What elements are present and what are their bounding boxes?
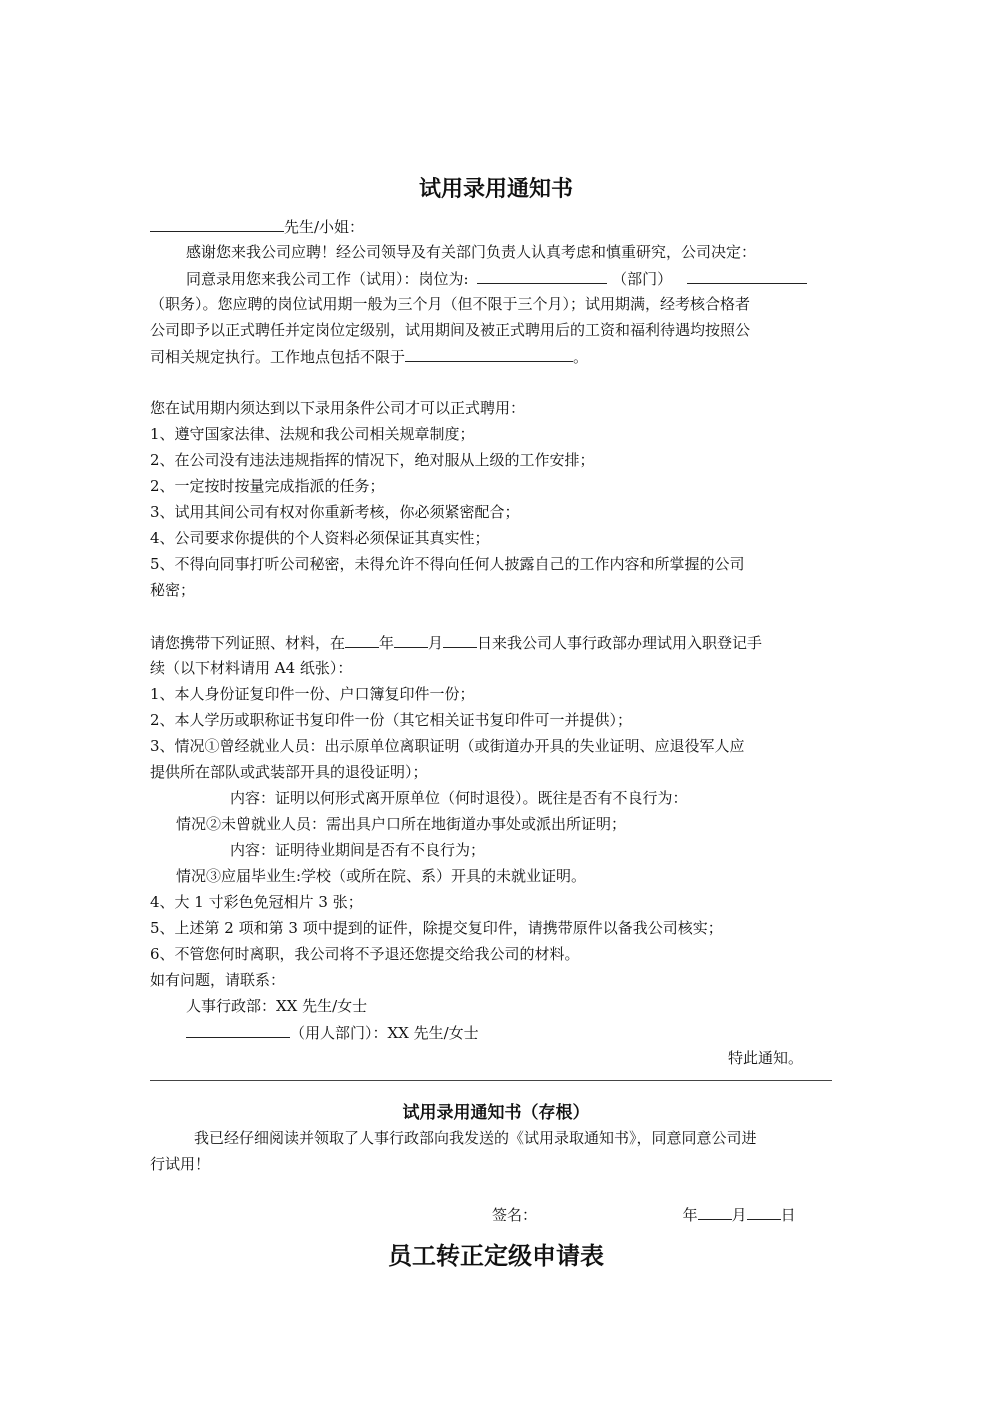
condition-item: 4、公司要求你提供的个人资料必须保证其真实性； bbox=[150, 529, 490, 547]
position-blank bbox=[477, 268, 607, 284]
condition-item: 3、试用其间公司有权对你重新考核，你必须紧密配合； bbox=[150, 503, 520, 521]
material-item: 1、本人身份证复印件一份、户口簿复印件一份； bbox=[150, 685, 475, 703]
material-item: 提供所在部队或武装部开具的退役证明）； bbox=[150, 763, 428, 781]
material-item: 3、情况①曾经就业人员：出示原单位离职证明（或街道办开具的失业证明、应退役军人应 bbox=[150, 737, 745, 755]
contact-intro: 如有问题，请联系： bbox=[150, 971, 286, 989]
materials-intro-line bbox=[150, 632, 850, 653]
condition-item: 秘密； bbox=[150, 581, 196, 599]
year-blank bbox=[345, 632, 379, 648]
stub-line-2: 行试用！ bbox=[150, 1155, 211, 1173]
cut-divider bbox=[150, 1080, 832, 1081]
sign-label: 签名： bbox=[492, 1206, 538, 1224]
department-label: （部门） bbox=[612, 270, 673, 288]
document-title: 试用录用通知书 bbox=[418, 176, 573, 202]
duty-line: （职务）。您应聘的岗位试用期一般为三个月（但不限于三个月）；试用期满，经考核合格者 bbox=[150, 295, 751, 313]
duty-blank bbox=[687, 268, 807, 284]
material-item: 内容：证明待业期间是否有不良行为； bbox=[230, 841, 486, 859]
date-year: 年 bbox=[682, 1206, 698, 1224]
condition-item: 1、遵守国家法律、法规和我公司相关规章制度； bbox=[150, 425, 475, 443]
body-line-2: 公司即予以正式聘任并定岗位定级别，试用期间及被正式聘用后的工资和福利待遇均按照公 bbox=[150, 321, 751, 339]
contact-hr: 人事行政部：XX 先生/女士 bbox=[186, 997, 368, 1015]
materials-intro-a: 请您携带下列证照、材料，在 bbox=[150, 634, 346, 652]
condition-item: 2、在公司没有违法违规指挥的情况下，绝对服从上级的工作安排； bbox=[150, 451, 595, 469]
materials-month: 月 bbox=[428, 634, 444, 652]
material-item: 内容：证明以何形式离开原单位（何时退役）。既往是否有不良行为： bbox=[230, 789, 688, 807]
position-prefix: 同意录用您来我公司工作（试用）：岗位为: bbox=[186, 270, 469, 288]
materials-year: 年 bbox=[379, 634, 395, 652]
date-day: 日 bbox=[780, 1206, 796, 1224]
intro-line: 感谢您来我公司应聘！经公司领导及有关部门负责人认真考虑和慎重研究，公司决定： bbox=[186, 243, 757, 261]
month-blank bbox=[394, 632, 428, 648]
workplace-line bbox=[150, 346, 850, 367]
name-blank bbox=[150, 216, 284, 232]
condition-item: 5、不得向同事打听公司秘密，未得允许不得向任何人披露自己的工作内容和所掌握的公司 bbox=[150, 555, 745, 573]
day-blank bbox=[443, 632, 477, 648]
material-item: 5、上述第 2 项和第 3 项中提到的证件，除提交复印件，请携带原件以备我公司核实； bbox=[150, 919, 723, 937]
materials-intro-b: 日来我公司人事行政部办理试用入职登记手 bbox=[477, 634, 763, 652]
material-item: 6、不管您何时离职，我公司将不予退还您提交给我公司的材料。 bbox=[150, 945, 580, 963]
sign-day-blank bbox=[747, 1204, 781, 1220]
materials-intro-c: 续（以下材料请用 A4 纸张）： bbox=[150, 659, 353, 677]
material-item: 2、本人学历或职称证书复印件一份（其它相关证书复印件可一并提供）； bbox=[150, 711, 633, 729]
contact-dept-line bbox=[186, 1022, 886, 1043]
workplace-blank bbox=[405, 346, 573, 362]
workplace-suffix: 。 bbox=[573, 348, 589, 366]
sign-month-blank bbox=[698, 1204, 732, 1220]
material-item: 情况②未曾就业人员：需出具户口所在地街道办事处或派出所证明； bbox=[176, 815, 627, 833]
stub-line-1: 我已经仔细阅读并领取了人事行政部向我发送的《试用录取通知书》，同意同意公司进 bbox=[194, 1129, 757, 1147]
salutation: 先生/小姐： bbox=[284, 218, 365, 236]
signature-line bbox=[492, 1204, 832, 1225]
condition-item: 2、一定按时按量完成指派的任务； bbox=[150, 477, 385, 495]
next-section-title: 员工转正定级申请表 bbox=[388, 1241, 604, 1270]
notice-end: 特此通知。 bbox=[728, 1049, 804, 1067]
date-month: 月 bbox=[731, 1206, 747, 1224]
position-line bbox=[186, 268, 886, 289]
material-item: 情况③应届毕业生:学校（或所在院、系）开具的未就业证明。 bbox=[176, 867, 587, 885]
salutation-line bbox=[150, 216, 850, 237]
material-item: 4、大 1 寸彩色免冠相片 3 张； bbox=[150, 893, 363, 911]
conditions-intro: 您在试用期内须达到以下录用条件公司才可以正式聘用： bbox=[150, 399, 526, 417]
contact-dept: （用人部门）：XX 先生/女士 bbox=[290, 1024, 479, 1042]
workplace-prefix: 司相关规定执行。工作地点包括不限于 bbox=[150, 348, 406, 366]
dept-blank bbox=[186, 1022, 290, 1038]
stub-title: 试用录用通知书（存根） bbox=[402, 1103, 590, 1123]
